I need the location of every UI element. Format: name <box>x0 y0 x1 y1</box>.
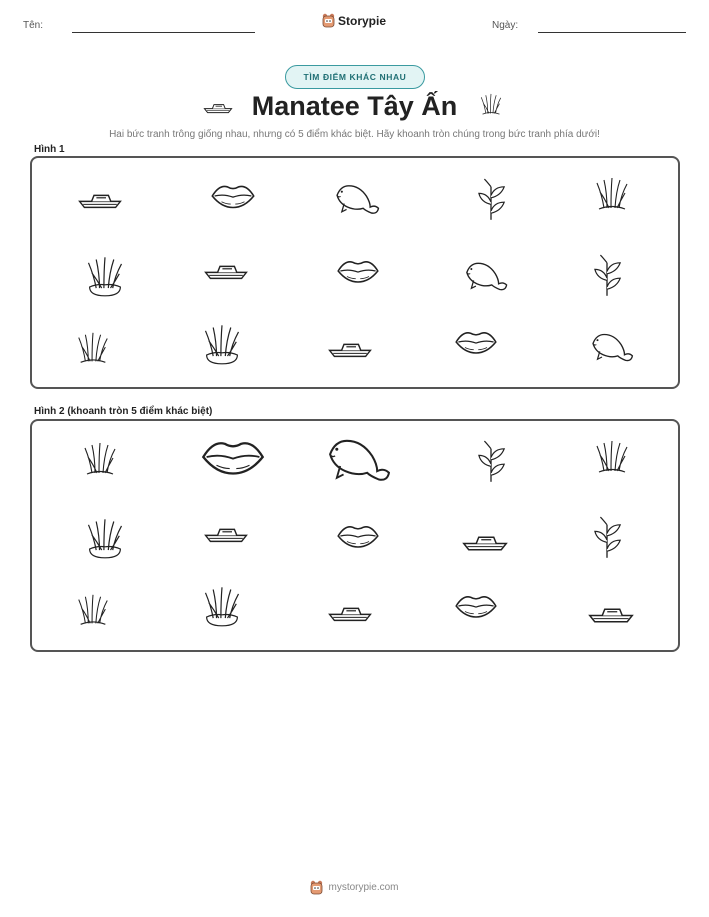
plant-icon[interactable] <box>474 440 508 484</box>
boat-icon[interactable] <box>202 520 250 546</box>
date-label: Ngày: <box>492 20 519 31</box>
grass-icon[interactable] <box>200 322 244 366</box>
activity-tag: TÌM ĐIỂM KHÁC NHAU <box>285 65 425 89</box>
instructions-text: Hai bức tranh trông giống nhau, nhưng có 5 điểm khác biệt. Hãy khoanh tròn chúng trong bức tranh phía dưới! <box>109 129 600 140</box>
manatee-icon[interactable] <box>460 258 510 296</box>
boat-icon[interactable] <box>460 528 510 554</box>
lips-icon[interactable] <box>200 434 266 480</box>
plant-icon[interactable] <box>474 178 508 222</box>
boat-icon[interactable] <box>586 600 636 626</box>
lips-icon[interactable] <box>454 590 498 622</box>
grass-icon[interactable] <box>74 326 112 372</box>
grass-icon <box>478 92 504 118</box>
grass-icon[interactable] <box>82 516 128 560</box>
plant-icon[interactable] <box>590 254 624 298</box>
grass-icon[interactable] <box>592 434 632 482</box>
plant-icon[interactable] <box>590 516 624 560</box>
manatee-icon[interactable] <box>586 330 636 366</box>
lips-icon[interactable] <box>336 520 380 552</box>
lips-icon[interactable] <box>210 180 256 212</box>
boat-icon[interactable] <box>202 258 250 282</box>
storypie-logo-icon <box>310 880 323 895</box>
name-label: Tên: <box>23 20 44 31</box>
footer <box>0 880 709 895</box>
page-title: Manatee Tây Ấn <box>251 91 458 121</box>
grass-icon[interactable] <box>592 172 632 218</box>
footer-site-link[interactable]: mystorypie.com <box>328 882 399 893</box>
picture-2-label: Hình 2 (khoanh tròn 5 điểm khác biệt) <box>34 406 213 417</box>
manatee-icon[interactable] <box>330 180 382 220</box>
grass-icon[interactable] <box>80 436 120 484</box>
brand <box>322 13 386 28</box>
boat-icon[interactable] <box>76 186 124 212</box>
storypie-logo-icon <box>322 13 335 28</box>
manatee-icon[interactable] <box>320 434 394 488</box>
date-field[interactable] <box>538 32 686 33</box>
boat-icon[interactable] <box>326 336 374 360</box>
lips-icon[interactable] <box>454 326 498 358</box>
lips-icon[interactable] <box>336 256 380 286</box>
grass-icon[interactable] <box>200 584 244 628</box>
brand-name: Storypie <box>338 13 387 28</box>
grass-icon[interactable] <box>74 588 112 634</box>
picture-1-label: Hình 1 <box>34 144 65 155</box>
name-field[interactable] <box>72 32 255 33</box>
grass-icon[interactable] <box>82 254 128 298</box>
boat-icon[interactable] <box>326 600 374 624</box>
